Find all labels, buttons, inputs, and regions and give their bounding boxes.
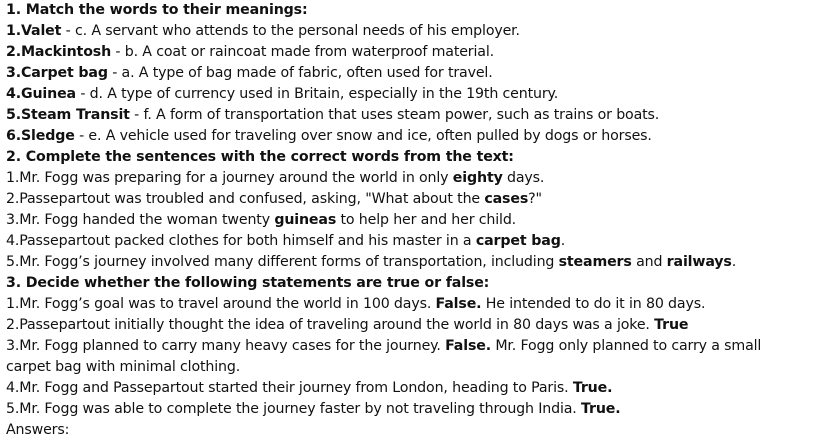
true-false-statement-4	[6, 378, 812, 399]
statement-answer: False.	[435, 296, 482, 312]
section1-heading: 1. Match the words to their meanings:	[6, 2, 308, 18]
statement-text: 2.Passepartout initially thought the idea of traveling around the world in 80 days was a joke.	[6, 317, 655, 333]
sentence-answer: guineas	[274, 212, 337, 228]
match-term: 3.Carpet bag	[6, 65, 108, 81]
section2-heading: 2. Complete the sentences with the correct words from the text:	[6, 149, 514, 165]
match-term: 4.Guinea	[6, 86, 76, 102]
statement-answer: False.	[445, 338, 491, 354]
statement-answer: True.	[581, 401, 621, 417]
sentence-text: 5.Mr. Fogg’s journey involved many different forms of transportation, including	[6, 254, 559, 270]
sentence-answer: carpet bag	[475, 233, 561, 249]
sentence-text: ?"	[528, 191, 542, 207]
match-meaning: - b. A coat or raincoat made from waterproof material.	[111, 44, 494, 60]
sentence-text: .	[731, 254, 737, 270]
sentence-answer: cases	[484, 191, 529, 207]
sentence-text: .	[560, 233, 566, 249]
sentence-text: 1.Mr. Fogg was preparing for a journey around the world in only	[6, 170, 453, 186]
statement-text: 5.Mr. Fogg was able to complete the journey faster by not traveling through India.	[6, 401, 582, 417]
statement-text: 4.Mr. Fogg and Passepartout started their journey from London, heading to Paris.	[6, 380, 573, 396]
complete-sentence-4	[6, 231, 812, 252]
sentence-text: to help her and her child.	[336, 212, 517, 228]
match-term: 5.Steam Transit	[6, 107, 130, 123]
match-meaning: - d. A type of currency used in Britain, especially in the 19th century.	[75, 86, 559, 102]
sentence-text: 2.Passepartout was troubled and confused, asking, "What about the	[6, 191, 485, 207]
sentence-answer: railways	[666, 254, 732, 270]
match-meaning: - a. A type of bag made of fabric, often used for travel.	[107, 65, 493, 81]
match-meaning: - c. A servant who attends to the personal needs of his employer.	[61, 23, 520, 39]
match-item-2	[6, 42, 812, 63]
true-false-statement-2	[6, 315, 812, 336]
match-item-1	[6, 21, 812, 42]
match-item-5	[6, 105, 812, 126]
worksheet-document	[6, 0, 812, 441]
sentence-text: 3.Mr. Fogg handed the woman twenty	[6, 212, 275, 228]
match-meaning: - f. A form of transportation that uses steam power, such as trains or boats.	[129, 107, 660, 123]
match-item-4	[6, 84, 812, 105]
sentence-answer: steamers	[558, 254, 632, 270]
answers-label: Answers:	[6, 422, 70, 438]
complete-sentence-3	[6, 210, 812, 231]
statement-text: Mr. Fogg only planned to carry a small carpet bag with minimal clothing.	[6, 338, 762, 375]
match-term: 2.Mackintosh	[6, 44, 112, 60]
sentence-text: 4.Passepartout packed clothes for both himself and his master in a	[6, 233, 476, 249]
match-item-6	[6, 126, 812, 147]
true-false-statement-5	[6, 399, 812, 420]
statement-answer: True.	[572, 380, 613, 396]
sentence-answer: eighty	[452, 170, 503, 186]
statement-text: 3.Mr. Fogg planned to carry many heavy cases for the journey.	[6, 338, 446, 354]
complete-sentence-5	[6, 252, 812, 273]
true-false-statement-1	[6, 294, 812, 315]
complete-sentence-2	[6, 189, 812, 210]
statement-text: He intended to do it in 80 days.	[481, 296, 706, 312]
true-false-statement-3	[6, 336, 806, 378]
section3-heading: 3. Decide whether the following statements are true or false:	[6, 275, 490, 291]
statement-text: 1.Mr. Fogg’s goal was to travel around the world in 100 days.	[6, 296, 436, 312]
match-meaning: - e. A vehicle used for traveling over snow and ice, often pulled by dogs or horses.	[74, 128, 652, 144]
sentence-text: and	[631, 254, 667, 270]
statement-answer: True	[654, 317, 689, 333]
match-term: 1.Valet	[6, 23, 62, 39]
sentence-text: days.	[502, 170, 545, 186]
match-term: 6.Sledge	[6, 128, 75, 144]
match-item-3	[6, 63, 812, 84]
complete-sentence-1	[6, 168, 812, 189]
